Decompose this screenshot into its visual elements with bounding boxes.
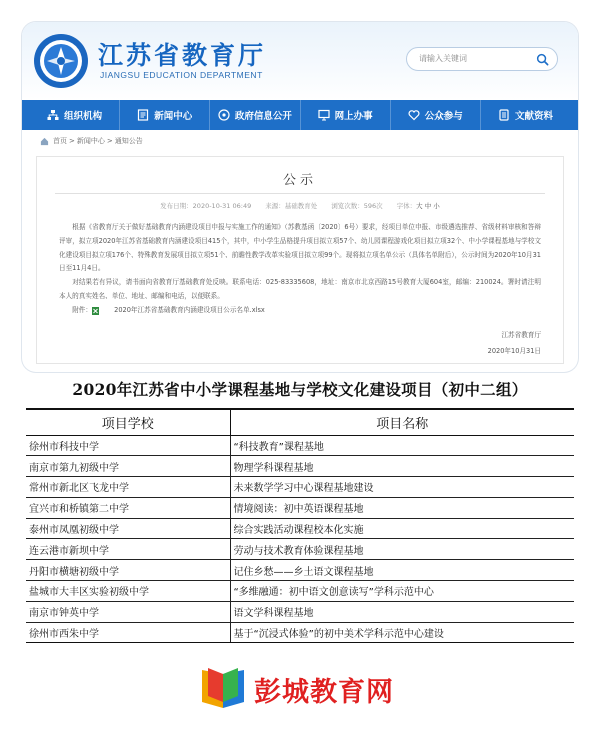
project-cell: 物理学科课程基地 [230,456,574,477]
breadcrumb-notice[interactable]: 通知公告 [114,137,143,145]
table-row [26,497,574,518]
table-row [26,435,574,456]
search-input[interactable] [406,47,558,71]
school-cell: 泰州市凤凰初级中学 [26,518,230,539]
attachment-row [59,304,541,318]
table-row [26,622,574,643]
table-row [26,539,574,560]
table-row [26,456,574,477]
school-cell: 盐城市大丰区实验初级中学 [26,581,230,602]
breadcrumb-home[interactable]: 首页 [53,137,67,145]
school-cell: 南京市第九初级中学 [26,456,230,477]
article-panel [36,156,564,364]
font-size-controls[interactable]: 大 中 小 [416,202,440,210]
emblem-logo-icon [32,32,90,90]
attachment-label: 附件： [72,305,92,314]
article-paragraph: 对结果若有异议，请书面向省教育厅基础教育处反映。联系电话：025-83335608，地址：南京市北京西路15号教育大厦604室，邮编：210024。署时请注明本人的真实姓名、单位、地址、邮编和电话，以便联系。 [59,278,541,300]
table-header-row [26,409,574,435]
org-icon [47,109,59,121]
school-cell: 连云港市新坝中学 [26,539,230,560]
project-cell: 基于“沉浸式体验”的初中美术学科示范中心建设 [230,622,574,643]
nav-item-org[interactable] [30,100,120,130]
article-source: 来源：基础教育处 [265,202,318,210]
nav-label: 政府信息公开 [234,111,292,122]
nav-item-public[interactable] [391,100,481,130]
nav-label: 公众参与 [424,111,463,122]
breadcrumb-sep: > [69,137,75,145]
project-cell: “科技教育”课程基地 [230,435,574,456]
nav-item-docs[interactable] [481,100,570,130]
site-header [22,22,578,100]
project-table [26,408,574,643]
breadcrumb-news[interactable]: 新闻中心 [76,137,105,145]
header-school: 项目学校 [26,409,230,435]
school-cell: 宜兴市和桥镇第二中学 [26,497,230,518]
nav-item-news[interactable] [120,100,210,130]
excel-file-icon [92,307,99,315]
site-subtitle: JIANGSU EDUCATION DEPARTMENT [100,70,263,80]
project-cell: 综合实践活动课程校本化实施 [230,518,574,539]
nav-label: 组织机构 [64,111,103,122]
gov-info-icon [218,109,230,121]
search-placeholder: 请输入关键词 [419,54,467,63]
school-cell: 南京市钟英中学 [26,601,230,622]
website-screenshot [22,22,578,372]
breadcrumb [22,130,578,152]
home-icon [40,137,49,146]
project-cell: 劳动与技术教育体验课程基地 [230,539,574,560]
project-cell: 情境阅读：初中英语课程基地 [230,497,574,518]
signature: 江苏省教育厅 [501,331,541,339]
nav-item-online-service[interactable] [301,100,391,130]
online-service-icon [318,109,330,121]
nav-item-gov-info[interactable] [210,100,300,130]
table-title: 2020年江苏省中小学课程基地与学校文化建设项目（初中二组） [72,380,528,399]
nav-label: 文献资料 [514,111,553,122]
book-logo-icon [196,662,250,716]
table-row [26,560,574,581]
school-cell: 丹阳市横塘初级中学 [26,560,230,581]
article-title: 公示 [282,173,317,188]
table-row [26,581,574,602]
font-size-label: 字体： [396,202,417,210]
table-row [26,477,574,498]
news-icon [137,109,149,121]
header-project: 项目名称 [230,409,574,435]
school-cell: 徐州市科技中学 [26,435,230,456]
article-body [59,221,541,318]
project-cell: “多维融通：初中语文创意读写”学科示范中心 [230,581,574,602]
breadcrumb-sep: > [106,137,113,145]
docs-icon [498,109,510,121]
table-row [26,518,574,539]
logo-text: 彭城教育网 [254,677,394,708]
sign-date: 2020年10月31日 [487,347,541,355]
article-paragraph: 根据《省教育厅关于做好基础教育内涵建设项目申报与实施工作的通知》（苏教基函〔2020〕6号）要求，经项目单位申报、市级遴选推荐、省级材料审核和答辩评审，拟立项2020年江苏省基础教育内涵建设项目415个，其中，中小学生品格提升项目拟立项57个、幼儿园课程游戏化项目拟立项32个、中小学课程基地与学校文化建设项目拟立项176个、特殊教育发展项目拟立项51个、前瞻性教学改革实验项目拟立项99个。现将拟立项名单公示（具体名单附后），公示时间为2020年10月31日至11月4日。 [59,223,541,273]
pengcheng-logo [196,662,416,716]
attachment-link[interactable]: 2020年江苏省基础教育内涵建设项目公示名单.xlsx [114,305,265,314]
site-title[interactable]: 江苏省教育厅 [98,41,267,70]
school-cell: 常州市新北区飞龙中学 [26,477,230,498]
project-cell: 语文学科课程基地 [230,601,574,622]
nav-label: 新闻中心 [154,111,193,122]
project-cell: 记住乡愁——乡土语文课程基地 [230,560,574,581]
view-count: 浏览次数：596次 [331,202,383,210]
title-divider [55,193,545,194]
main-nav [22,100,578,130]
publish-date: 发布日期：2020-10-31 06:49 [160,202,252,210]
article-meta [37,201,563,210]
search-icon[interactable] [536,53,549,66]
school-cell: 徐州市西朱中学 [26,622,230,643]
heart-icon [408,109,420,121]
table-row [26,601,574,622]
project-cell: 未来数学学习中心课程基地建设 [230,477,574,498]
nav-label: 网上办事 [334,111,373,122]
